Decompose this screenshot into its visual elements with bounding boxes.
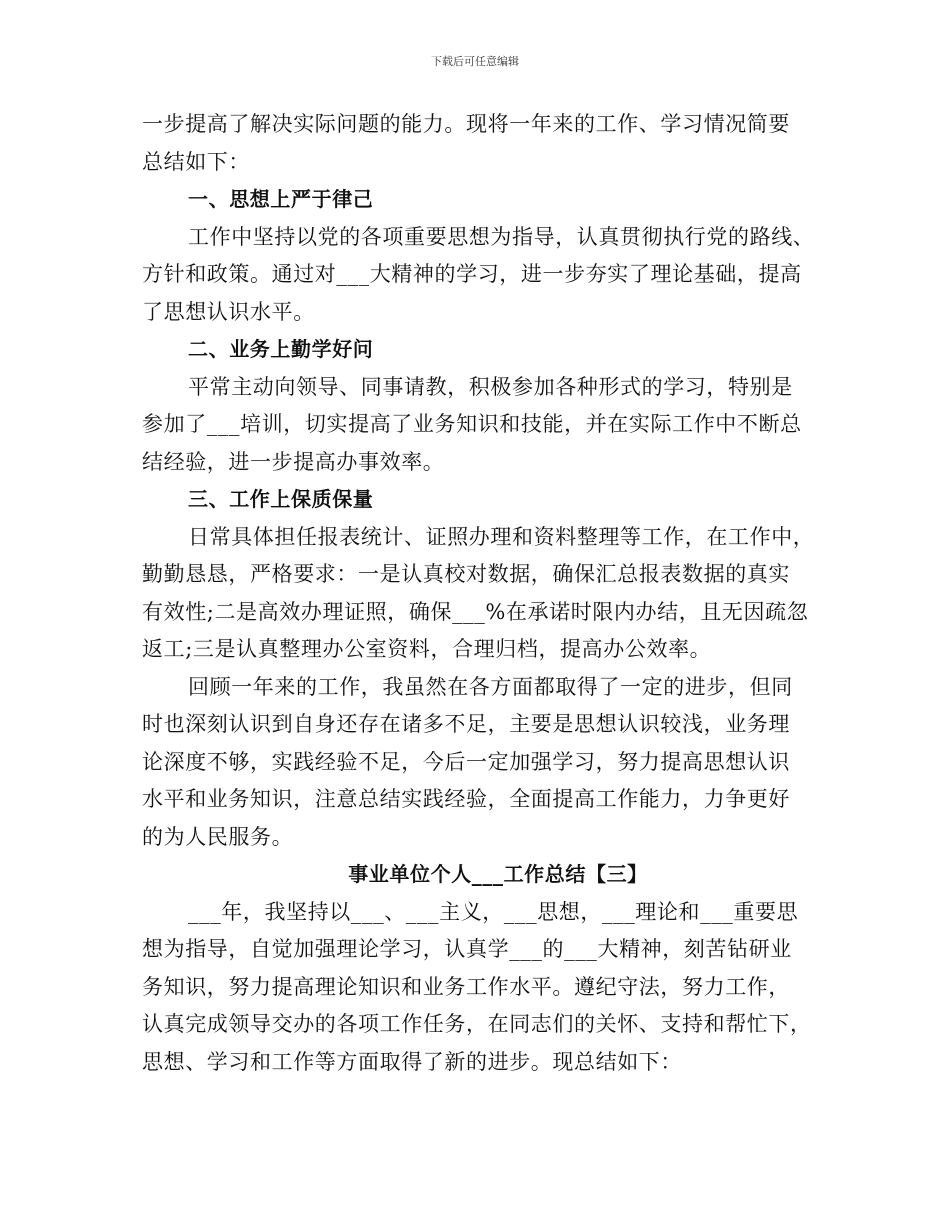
paragraph-line: 想为指导，自觉加强理论学习，认真学___的___大精神，刻苦钻研业 (142, 937, 792, 961)
paragraph-line: 水平和业务知识，注意总结实践经验，全面提高工作能力，力争更好 (142, 787, 790, 811)
section-heading-2: 二、业务上勤学好问 (188, 337, 374, 361)
paragraph-line: ___年，我坚持以___、___主义，___思想，___理论和___重要思 (188, 899, 799, 924)
paragraph-line: 有效性;二是高效办理证照，确保___%在承诺时限内办结，且无因疏忽 (142, 599, 809, 624)
page-header-note: 下载后可任意编辑 (431, 55, 519, 68)
paragraph-line: 工作中坚持以党的各项重要思想为指导，认真贯彻执行党的路线、 (188, 224, 815, 249)
paragraph-line: 方针和政策。通过对___大精神的学习，进一步夯实了理论基础，提高 (142, 262, 802, 286)
paragraph-line: 一步提高了解决实际问题的能力。现将一年来的工作、学习情况简要 (142, 112, 790, 136)
paragraph-line: 参加了___培训，切实提高了业务知识和技能，并在实际工作中不断总 (142, 412, 802, 436)
paragraph-line: 论深度不够，实践经验不足，今后一定加强学习，努力提高思想认识 (142, 749, 790, 774)
paragraph-line: 思想、学习和工作等方面取得了新的进步。现总结如下： (142, 1049, 682, 1074)
document-body (142, 106, 834, 1081)
paragraph-line: 日常具体担任报表统计、证照办理和资料整理等工作，在工作中， (188, 524, 815, 549)
paragraph-line: 认真完成领导交办的各项工作任务，在同志们的关怀、支持和帮忙下， (142, 1012, 812, 1036)
paragraph-line: 返工;三是认真整理办公室资料，合理归档，提高办公效率。 (142, 637, 712, 661)
paragraph-line: 了思想认识水平。 (142, 299, 315, 324)
section-heading-3: 三、工作上保质保量 (188, 487, 374, 511)
paragraph-line: 总结如下： (142, 149, 250, 174)
paragraph-line: 的为人民服务。 (142, 824, 294, 849)
paragraph-line: 务知识，努力提高理论知识和业务工作水平。遵纪守法，努力工作， (142, 974, 790, 999)
document-section-title: 事业单位个人___工作总结【三】 (348, 862, 648, 886)
paragraph-line: 勤勤恳恳，严格要求：一是认真校对数据，确保汇总报表数据的真实 (142, 562, 790, 586)
paragraph-line: 平常主动向领导、同事请教，积极参加各种形式的学习，特别是 (188, 374, 793, 399)
section-heading-1: 一、思想上严于律己 (188, 187, 374, 211)
paragraph-line: 时也深刻认识到自身还存在诸多不足，主要是思想认识较浅，业务理 (142, 712, 790, 736)
paragraph-line: 回顾一年来的工作，我虽然在各方面都取得了一定的进步，但同 (188, 674, 793, 699)
paragraph-line: 结经验，进一步提高办事效率。 (142, 449, 445, 474)
